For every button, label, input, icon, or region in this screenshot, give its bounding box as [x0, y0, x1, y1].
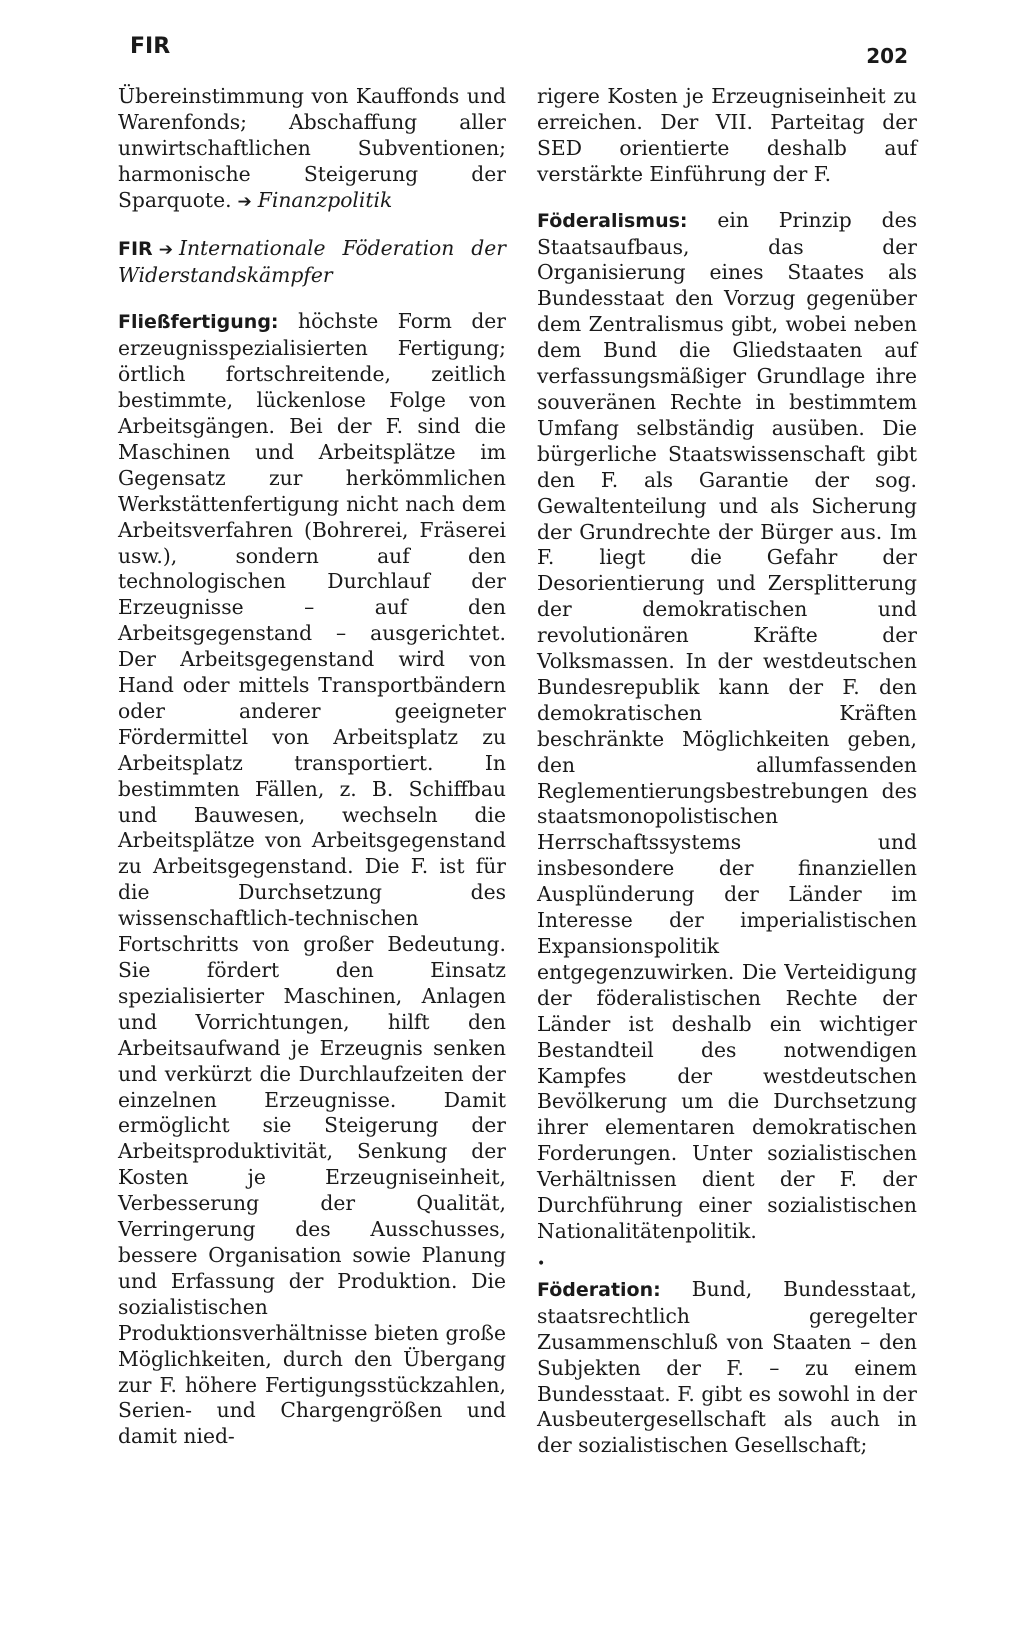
continued-entry — [118, 84, 506, 216]
entry-body: ein Prinzip des Staatsaufbaus, das der Organisierung eines Staates als Bundesstaat den Vorzug gegenüber dem Zentralismus gibt, wobei neben dem Bund die Gliedstaaten auf verfassungsmäßiger Grundlage ihre souveränen Rechte in bestimmtem Umfang selbständig ausüben. Die bürgerliche Staatswissenschaft gibt den F. als Garantie der sog. Gewaltenteilung und als Sicherung der Grundrechte der Bürger aus. Im F. liegt die Gefahr der Desorientierung und Zersplitterung der demokratischen und revolutionären Kräfte der Volksmassen. In der westdeutschen Bundesrepublik kann der F. den demokratischen Kräften beschränkte Möglichkeiten geben, den allumfassenden Reglementierungsbestrebungen des staatsmonopolistischen Herrschaftssystems und insbesondere der finanziellen Ausplünderung der Länder im Interesse der imperialistischen Expansionspolitik entgegenzuwirken. Die Verteidigung der föderalistischen Rechte der Länder ist deshalb ein wichtiger Bestandteil des notwendigen Kampfes der westdeutschen Bevölkerung um die Durchsetzung ihrer elementaren demokratischen Forderungen. Unter sozialistischen Verhältnissen dient der F. der Durchführung einer sozialistischen Nationalitätenpolitik. — [537, 207, 917, 1243]
entry-fliessfertigung — [118, 309, 506, 1450]
see-arrow-icon: ➔ — [158, 239, 173, 260]
entry-headword: FIR — [118, 237, 153, 260]
continuation-text: Übereinstimmung von Kauffonds und Warenfonds; Abschaffung aller unwirtschaftlichen Subventionen; harmonische Steigerung der Sparquote. — [118, 84, 506, 212]
continued-entry: rigere Kosten je Erzeugniseinheit zu erreichen. Der VII. Parteitag der SED orientierte deshalb auf verstärkte Einführung der F. — [537, 84, 917, 186]
entry-foederation — [537, 1277, 917, 1459]
running-head: FIR — [130, 34, 171, 59]
entry-headword: Föderation: — [537, 1278, 661, 1301]
entry-headword: Föderalismus: — [537, 209, 688, 232]
left-column — [118, 84, 506, 1470]
cross-reference: Finanzpolitik — [257, 187, 393, 212]
see-arrow-icon: ➔ — [237, 191, 252, 212]
entry-foederalismus — [537, 208, 917, 1245]
entry-body: Bund, Bundesstaat, staatsrechtlich geregelter Zusammenschluß von Staaten – den Subjekten der F. – zu einem Bundesstaat. F. gibt es sowohl in der Ausbeutergesellschaft als auch in der sozialistischen Gesellschaft; — [537, 1276, 917, 1458]
stray-mark: • — [537, 1255, 546, 1272]
page-number: 202 — [866, 44, 908, 68]
cross-reference: Internationale Föderation der Widerstandskämpfer — [118, 235, 506, 288]
entry-headword: Fließfertigung: — [118, 311, 279, 334]
entry-body: höchste Form der erzeugnisspezialisierten Fertigung; örtlich fortschreitende, zeitlich bestimmte, lückenlose Folge von Arbeitsgängen. Bei der F. sind die Maschinen und Arbeitsplätze im Gegensatz zur herkömmlichen Werkstättenfertigung nicht nach dem Arbeitsverfahren (Bohrerei, Fräserei usw.), sondern auf den technologischen Durchlauf der Erzeugnisse – auf den Arbeitsgegenstand – ausgerichtet. Der Arbeitsgegenstand wird von Hand oder mittels Transportbändern oder anderer geeigneter Fördermittel von Arbeitsplatz zu Arbeitsplatz transportiert. In bestimmten Fällen, z. B. Schiffbau und Bauwesen, wechseln die Arbeitsplätze von Arbeitsgegenstand zu Arbeitsgegenstand. Die F. ist für die Durchsetzung des wissenschaftlich-technischen Fortschritts von großer Bedeutung. Sie fördert den Einsatz spezialisierter Maschinen, Anlagen und Vorrichtungen, hilft den Arbeitsaufwand je Erzeugnis senken und verkürzt die Durchlaufzeiten der einzelnen Erzeugnisse. Damit ermöglicht sie Steigerung der Arbeitsproduktivität, Senkung der Kosten je Erzeugniseinheit, Verbesserung der Qualität, Verringerung des Ausschusses, bessere Organisation sowie Planung und Erfassung der Produktion. Die sozialistischen Produktionsverhältnisse bieten große Möglichkeiten, durch den Übergang zur F. höhere Fertigungsstückzahlen, Serien- und Chargengrößen und damit nied- — [118, 309, 506, 1449]
right-column — [537, 84, 917, 1479]
entry-fir — [118, 236, 506, 290]
